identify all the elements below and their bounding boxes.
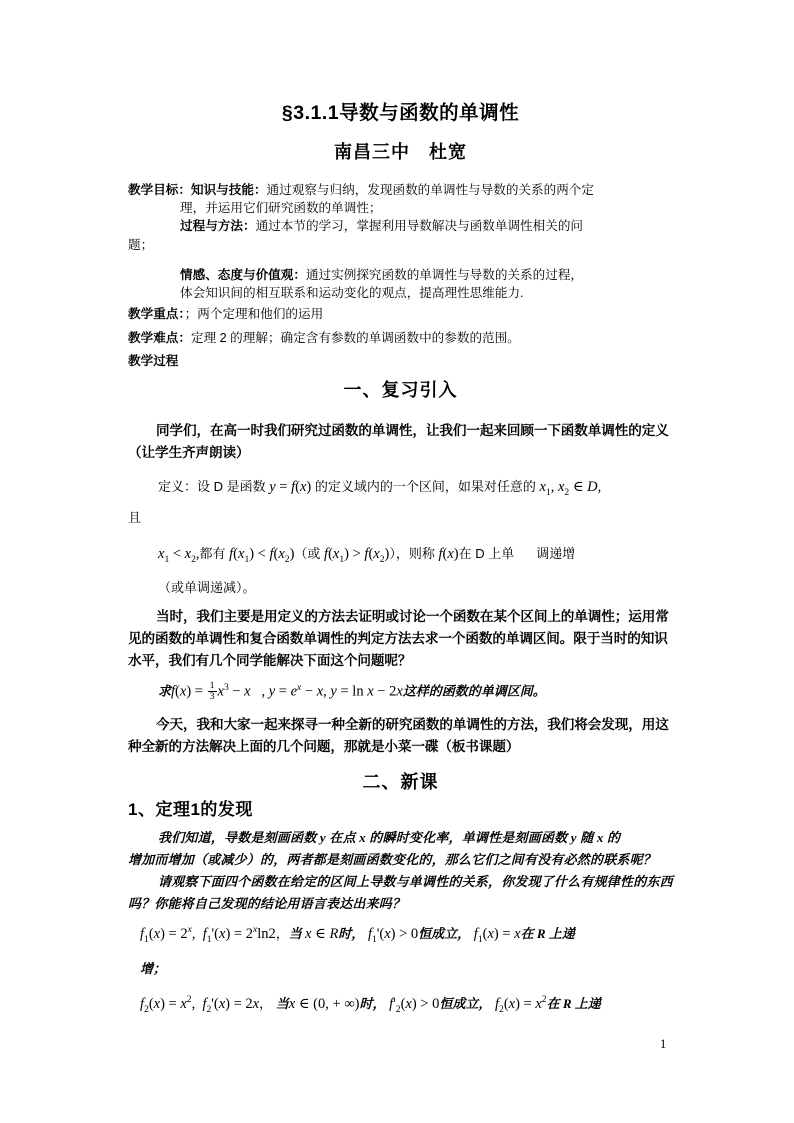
section-heading-review: 一、复习引入 bbox=[343, 380, 458, 401]
definition-and-text: 且 bbox=[128, 509, 142, 525]
key-point-label: 教学重点： bbox=[128, 307, 185, 322]
definition-and-word bbox=[128, 508, 673, 529]
emotion-attitude-text-line2: 体会知识间的相互联系和运动变化的观点，提高理性思维能力. bbox=[180, 286, 524, 301]
formula-f2-line: $f_2(x) = x^2$, $f_2'(x) = 2x$， 当x ∈ (0, + ∞)时， $f'_2(x) > 0$恒成立， $f_2(x) = x^2$在 R 上递 bbox=[140, 994, 601, 1016]
theorem1-p1-b: 在点 bbox=[325, 829, 360, 845]
definition-formula-y-fx: y bbox=[269, 478, 276, 495]
key-point-row bbox=[128, 305, 673, 323]
definition-l2-text-b: （或 bbox=[294, 545, 325, 561]
theorem1-var-y2: y bbox=[570, 829, 577, 845]
page-number: 1 bbox=[660, 1037, 667, 1051]
definition-l2-text-a: 都有 bbox=[199, 545, 230, 561]
knowledge-skill-label: 知识与技能： bbox=[190, 182, 267, 197]
emotion-attitude-row bbox=[128, 266, 673, 284]
knowledge-skill-text-line1: 通过观察与归纳，发现函数的单调性与导数的关系的两个定 bbox=[266, 182, 594, 197]
definition-prefix: 定义：设 D 是函数 bbox=[158, 478, 270, 494]
fraction-denominator: 3 bbox=[209, 691, 215, 703]
process-method-label: 过程与方法： bbox=[180, 219, 256, 234]
theorem1-paragraph-2: 请观察下面四个函数在给定的区间上导数与单调性的关系，你发现了什么有规律性的东西吗？你能将自己发现的结论用语言表达出来吗？ bbox=[128, 874, 673, 912]
subsection-heading-theorem1: 1、定理1的发现 bbox=[128, 799, 253, 819]
review-intro-paragraph: 同学们，在高一时我们研究过函数的单调性，让我们一起来回顾一下函数单调性的定义（让学生齐声朗读） bbox=[128, 422, 669, 460]
process-method-row-2 bbox=[128, 236, 673, 254]
formula-f1-cn1: 当 bbox=[288, 926, 306, 942]
formula-f1-line: $f_1(x) = 2^x$, $f_1'(x) = 2^x\ln 2$，当 x ∈ R时， $f_1'(x) > 0$恒成立， $f_1(x) = x$在 R 上递 bbox=[140, 924, 575, 946]
formula-f2-cn2: 时， bbox=[359, 996, 386, 1012]
emotion-attitude-text-line1: 通过实例探究函数的单调性与导数的关系的过程， bbox=[305, 267, 583, 282]
theorem1-paragraph-1-cont: 增加而增加（或减少）的，两者都是刻画函数变化的，那么它们之间有没有必然的联系呢？ bbox=[128, 852, 657, 868]
teaching-process-row bbox=[128, 352, 673, 370]
definition-l2-text-d: 在 D 上单 bbox=[458, 545, 515, 561]
definition-line3-text: （或单调递减）。 bbox=[158, 579, 256, 595]
definition-line-3 bbox=[128, 578, 673, 599]
theorem1-var-x2: x bbox=[596, 829, 604, 845]
document-author: 南昌三中 杜宽 bbox=[334, 142, 467, 163]
today-paragraph: 今天，我和大家一起来探寻一种全新的研究函数的单调性的方法，我们将会发现，用这种全新的方法解决上面的几个问题，那就是小菜一碟（板书课题） bbox=[128, 717, 669, 755]
formula-f1-cn5: 增； bbox=[140, 961, 167, 977]
definition-line-1: 定义：设 D 是函数 y = f(x) 的定义域内的一个区间，如果对任意的 $x_1$, $x_2$ ∈ D, bbox=[158, 478, 602, 498]
theorem1-var-y1: y bbox=[319, 829, 326, 845]
teaching-objective-label: 教学目标： bbox=[128, 182, 191, 197]
key-point-text: ；两个定理和他们的运用 bbox=[184, 307, 324, 322]
section-heading-newlesson: 二、新课 bbox=[362, 772, 439, 793]
process-method-text-line1: 通过本节的学习，掌握利用导数解决与函数单调性相关的问 bbox=[255, 219, 583, 234]
problem-suffix: 这样的函数的单调区间。 bbox=[402, 683, 546, 699]
problem-formula-line: 求f(x) = $\frac{1}{3}$ $x^3 - x$ , $y = e^x - x$, y = ln x − 2x这样的函数的单调区间。 bbox=[158, 679, 546, 703]
formula-f2-cn1: 当 bbox=[275, 996, 289, 1012]
definition-middle: 的定义域内的一个区间，如果对任意的 bbox=[311, 478, 540, 494]
theorem1-p1-a: 我们知道，导数是刻画函数 bbox=[158, 829, 320, 845]
teaching-objective-row bbox=[128, 181, 673, 199]
teaching-meta-block bbox=[128, 181, 673, 370]
formula-f1-cn2: 时， bbox=[338, 926, 365, 942]
page-title: §3.1.1导数与函数的单调性 bbox=[281, 102, 520, 124]
teaching-process-label: 教学过程 bbox=[128, 353, 179, 368]
theorem1-paragraph-1 bbox=[128, 827, 673, 849]
difficulty-label: 教学难点： bbox=[128, 330, 191, 345]
formula-f1-cn4: 在 R 上递 bbox=[520, 926, 575, 942]
formula-f1-cn3: 恒成立， bbox=[418, 926, 471, 942]
definition-formula-x1x2-inD: x bbox=[539, 478, 546, 495]
theorem1-p1-e: 的 bbox=[603, 829, 621, 845]
recall-paragraph: 当时，我们主要是用定义的方法去证明或讨论一个函数在某个区间上的单调性；运用常见的函数的单调性和复合函数单调性的判定方法去求一个函数的单调区间。限于当时的知识水平，我们有几个同学能解决下面这个问题呢？ bbox=[128, 608, 669, 668]
fraction-numerator: 1 bbox=[209, 679, 215, 691]
definition-line-2: $x_1 < x_2$,都有 $f(x_1) < f(x_2)$（或 $f(x_1) > f(x_2)$），则称 f(x)在 D 上单 调递增 bbox=[158, 545, 576, 565]
knowledge-skill-row-2 bbox=[128, 199, 673, 217]
emotion-attitude-row-2 bbox=[128, 284, 673, 302]
process-method-text-line2: 题； bbox=[128, 237, 154, 252]
difficulty-text: 定理 2 的理解；确定含有参数的单调函数中的参数的范围。 bbox=[190, 330, 520, 345]
formula-f1-cont-line bbox=[128, 959, 673, 980]
formula-f2-cn3: 恒成立， bbox=[439, 996, 492, 1012]
theorem1-p1-d: 随 bbox=[576, 829, 597, 845]
theorem1-p1-c: 的瞬时变化率，单调性是刻画函数 bbox=[365, 829, 571, 845]
problem-prefix: 求 bbox=[158, 683, 172, 699]
emotion-attitude-label: 情感、态度与价值观： bbox=[180, 267, 306, 282]
process-method-row bbox=[128, 217, 673, 235]
theorem1-var-x1: x bbox=[359, 829, 366, 845]
formula-f2-cn4: 在 R 上递 bbox=[546, 996, 601, 1012]
page-content bbox=[128, 0, 673, 1015]
definition-l2-text-c: ），则称 bbox=[389, 545, 439, 561]
one-third-fraction bbox=[208, 681, 217, 703]
difficulty-row bbox=[128, 329, 673, 347]
knowledge-skill-text-line2: 理，并运用它们研究函数的单调性； bbox=[180, 201, 382, 216]
definition-l2-text-e: 调递增 bbox=[536, 545, 576, 561]
